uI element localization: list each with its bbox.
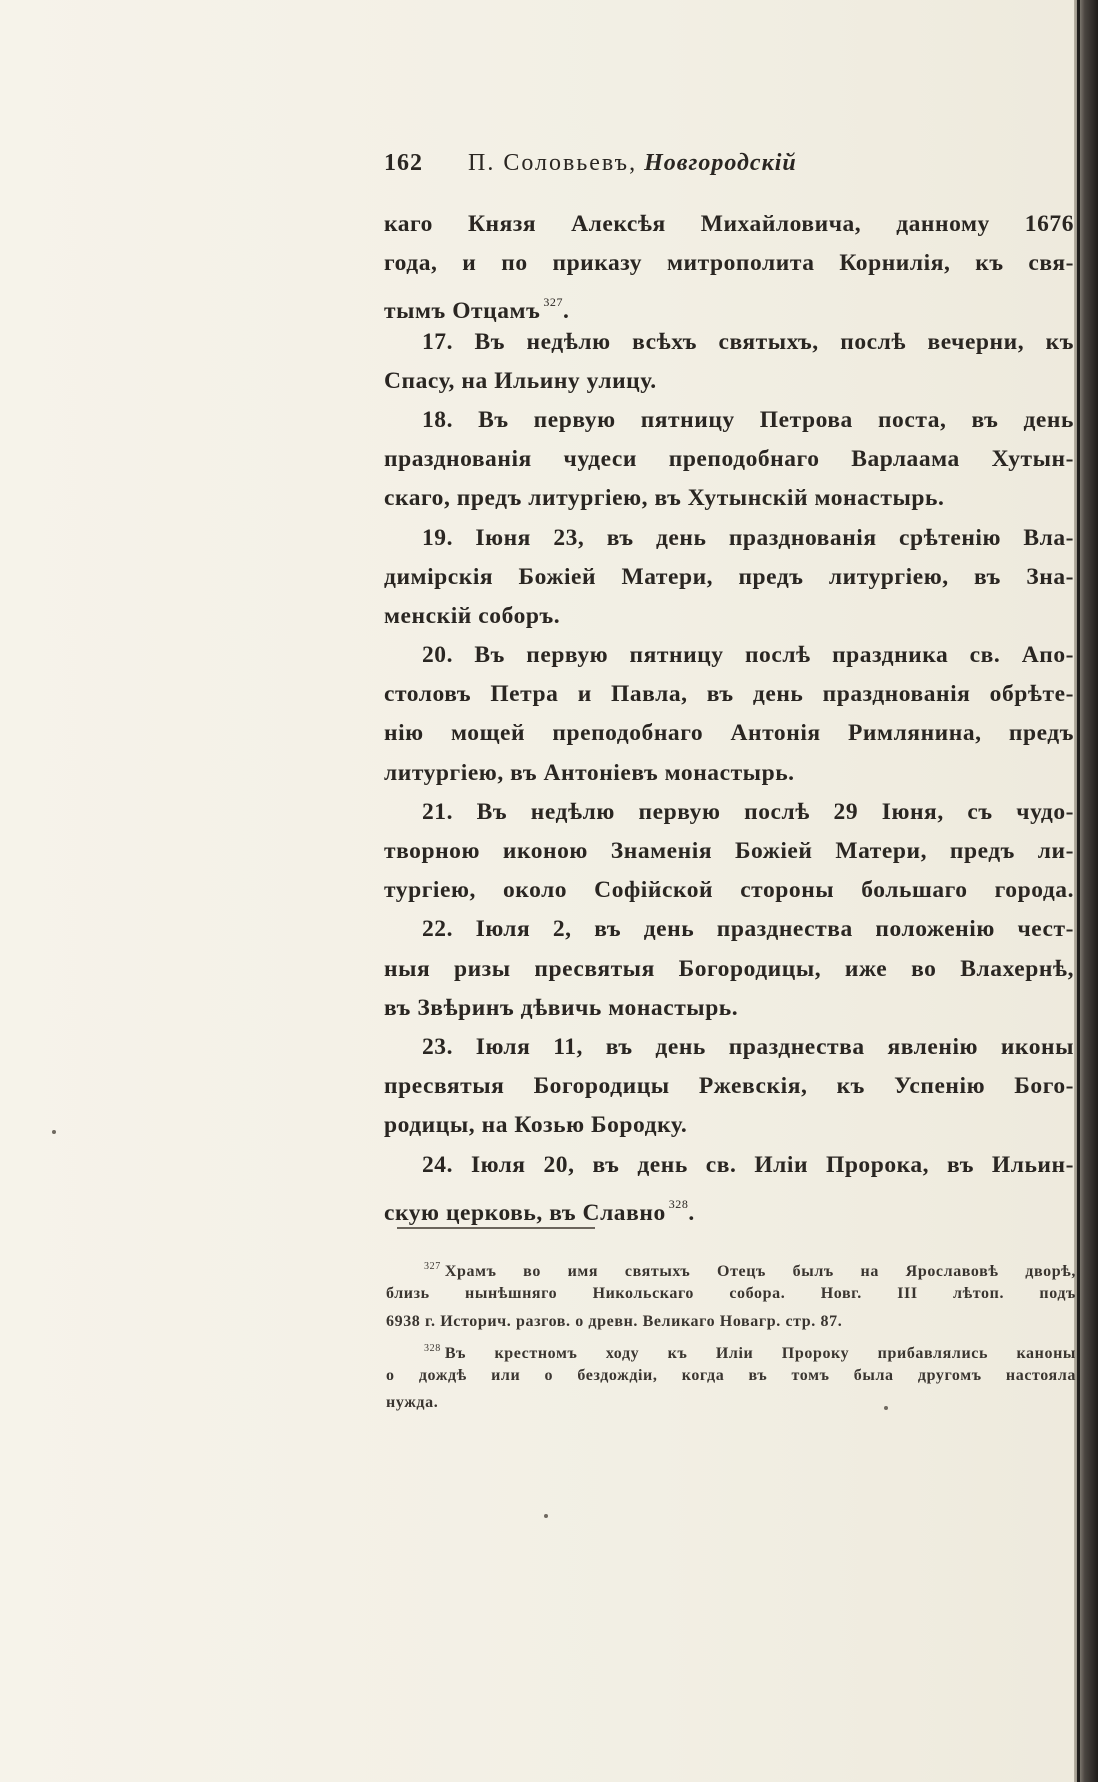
footnote-line xyxy=(386,1253,1076,1280)
footnote-text: Храмъ во имя святыхъ Отецъ былъ на Ярославовѣ дворѣ, xyxy=(444,1263,1076,1280)
text-line: 24. Іюля 20, въ день св. Иліи Пророка, въ Ильин- xyxy=(422,1151,1074,1178)
text-line: менскій соборъ. xyxy=(384,602,561,629)
footnote-ref-328: 328 xyxy=(668,1196,689,1211)
footnote-marker-327: 327 xyxy=(424,1261,441,1272)
text-line: ныя ризы пресвятыя Богородицы, иже во Влахернѣ, xyxy=(384,955,1074,982)
page-binding-line xyxy=(1077,0,1080,1782)
footnotes xyxy=(386,1253,1076,1417)
footnote-divider xyxy=(397,1227,595,1229)
text-line: 17. Въ недѣлю всѣхъ святыхъ, послѣ вечерни, къ xyxy=(422,328,1074,355)
footnote-line xyxy=(386,1335,1076,1362)
text-line: празднованія чудеси преподобнаго Варлаама Хутын- xyxy=(384,446,1074,473)
footnote-marker-328: 328 xyxy=(424,1342,441,1354)
paper-speck xyxy=(884,1406,888,1410)
text-line: нію мощей преподобнаго Антонія Римлянина, предъ xyxy=(384,720,1074,747)
text-line: 21. Въ недѣлю первую послѣ 29 Іюня, съ чудо- xyxy=(422,798,1074,825)
footnote-line: 6938 г. Историч. разгов. о древн. Великаго Новагр. стр. 87. xyxy=(386,1312,843,1330)
text-line: столовъ Петра и Павла, въ день празднованія обрѣте- xyxy=(384,681,1074,708)
footnote-ref-327: 327 xyxy=(543,295,564,310)
text-line-punct: . xyxy=(688,1199,695,1226)
footnote-text: Въ крестномъ ходу къ Иліи Пророку прибавлялись каноны xyxy=(444,1344,1076,1362)
text-line: родицы, на Козью Бородку. xyxy=(384,1112,688,1139)
text-line: въ Звѣринъ дѣвичь монастырь. xyxy=(384,994,739,1021)
text-line: года, и по приказу митрополита Корнилія, къ свя- xyxy=(384,250,1074,277)
footnote-line: нужда. xyxy=(386,1394,439,1412)
text-line: каго Князя Алексѣя Михайловича, данному 1676 xyxy=(384,211,1074,237)
text-line: тургіею, около Софійской стороны большаго города. xyxy=(384,877,1074,904)
text-line: димірскія Божіей Матери, предъ литургіею, въ Зна- xyxy=(384,563,1074,590)
text-line: Спасу, на Ильину улицу. xyxy=(384,367,657,394)
text-line-content: скую церковь, въ Славно xyxy=(384,1199,666,1226)
text-line-punct: . xyxy=(563,298,570,325)
footnote-line: о дождѣ или о бездождіи, когда въ томъ была другомъ настояла xyxy=(386,1367,1076,1385)
text-line: 20. Въ первую пятницу послѣ праздника св. Апо- xyxy=(422,642,1074,669)
text-line: 23. Іюля 11, въ день празднества явленію иконы xyxy=(422,1033,1074,1060)
paper-speck xyxy=(52,1130,56,1134)
text-line: литургіею, въ Антоніевъ монастырь. xyxy=(384,759,795,786)
text-line: 19. Іюня 23, въ день празднованія срѣтенію Вла- xyxy=(422,524,1074,551)
text-line xyxy=(384,1185,1074,1224)
text-line-content: тымъ Отцамъ xyxy=(384,298,541,325)
footnote-line: близь нынѣшняго Никольскаго собора. Новг. III лѣтоп. подъ xyxy=(386,1285,1076,1303)
body-text xyxy=(384,205,1074,1224)
text-line: творною иконою Знаменія Божіей Матери, предъ ли- xyxy=(384,838,1074,864)
text-line xyxy=(384,283,1074,325)
header-title: Новгородскій xyxy=(644,150,797,176)
running-header xyxy=(384,150,1084,186)
text-line: пресвятыя Богородицы Ржевскія, къ Успенію Бого- xyxy=(384,1073,1074,1100)
paper-speck xyxy=(544,1514,548,1518)
text-line: скаго, предъ литургіею, въ Хутынскій монастырь. xyxy=(384,485,945,512)
text-line: 18. Въ первую пятницу Петрова поста, въ день xyxy=(422,406,1074,433)
header-author: П. Соловьевъ, xyxy=(468,150,638,176)
text-line: 22. Іюля 2, въ день празднества положенію чест- xyxy=(422,916,1074,943)
page-number: 162 xyxy=(384,150,423,176)
